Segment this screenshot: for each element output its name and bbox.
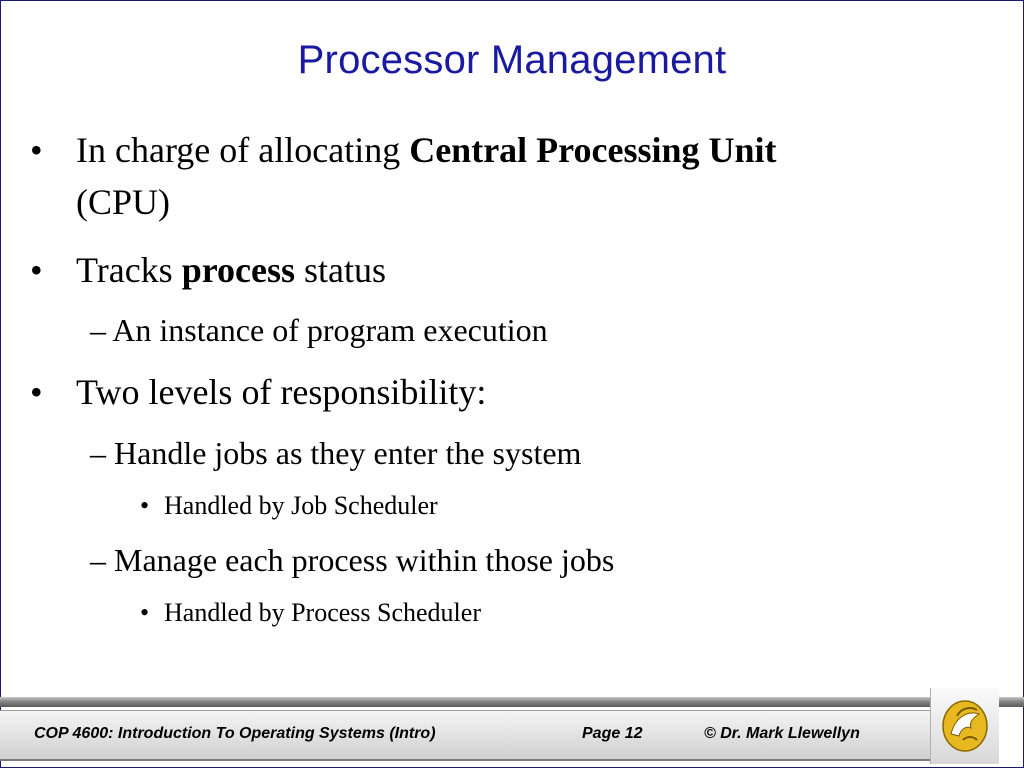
bullet-mark: • bbox=[140, 598, 150, 627]
bullet-mark: • bbox=[30, 250, 43, 290]
bullet-bold-text: process bbox=[181, 250, 296, 290]
sub-bullet-instance bbox=[90, 310, 990, 350]
dash-mark: – bbox=[90, 542, 106, 578]
bullet-text: (CPU) bbox=[76, 182, 171, 222]
sub-bullet-handle-jobs bbox=[90, 433, 990, 473]
bullet-text: status bbox=[295, 250, 387, 290]
sub-bullet-text: Handle jobs as they enter the system bbox=[114, 435, 582, 471]
sub-sub-bullet-text: Handled by Job Scheduler bbox=[164, 491, 438, 520]
bullet-text: Tracks bbox=[76, 250, 182, 290]
footer-course: COP 4600: Introduction To Operating Systems (Intro) bbox=[34, 725, 436, 742]
slide-title: Processor Management bbox=[297, 38, 727, 82]
bullet-text: Two levels of responsibility: bbox=[76, 372, 487, 412]
pegasus-logo-icon bbox=[937, 696, 993, 756]
bullet-text: In charge of allocating bbox=[76, 130, 410, 170]
dash-mark: – bbox=[90, 435, 106, 471]
logo-box bbox=[930, 688, 999, 764]
sub-sub-bullet-text: Handled by Process Scheduler bbox=[164, 598, 481, 627]
bullet-bold-text: Central Processing Unit bbox=[409, 130, 777, 170]
sub-bullet-text: An instance of program execution bbox=[112, 312, 548, 348]
footer-copyright: © Dr. Mark Llewellyn bbox=[704, 725, 860, 742]
sub-bullet-manage-process bbox=[90, 540, 990, 580]
footer-divider bbox=[0, 697, 1024, 707]
sub-bullet-text: Manage each process within those jobs bbox=[114, 542, 615, 578]
bullet-mark: • bbox=[140, 491, 150, 520]
bullet-mark: • bbox=[30, 130, 43, 170]
bullet-mark: • bbox=[30, 372, 43, 412]
dash-mark: – bbox=[90, 312, 106, 348]
footer-page-number: Page 12 bbox=[582, 725, 643, 742]
